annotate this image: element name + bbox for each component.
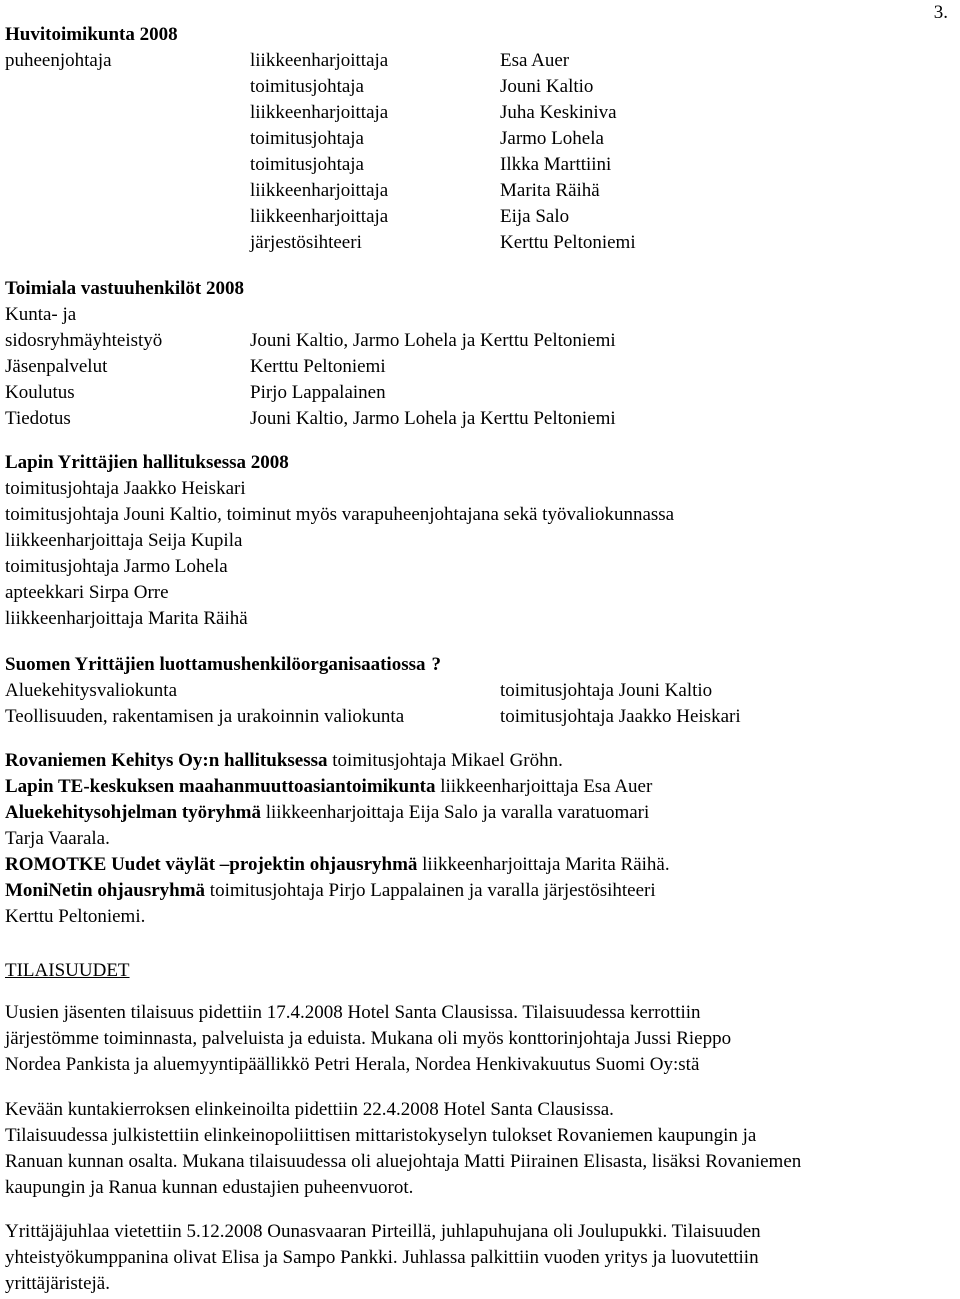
moninet-person: toimitusjohtaja Pirjo Lappalainen ja varalla järjestösihteeri [205,880,656,901]
paragraph-line: Kevään kuntakierroksen elinkeinoilta pidettiin 22.4.2008 Hotel Santa Clausissa. [5,1099,614,1120]
sector-area: Koulutus [5,382,75,403]
board-title-item: liikkeenharjoittaja [250,180,389,201]
sector-area: Kunta- ja [5,304,77,325]
lapin-board-title: Lapin Yrittäjien hallituksessa 2008 [5,452,289,473]
sector-people: Jouni Kaltio, Jarmo Lohela ja Kerttu Peltoniemi [250,408,616,429]
romotke-line [5,852,670,878]
board-name-item: Eija Salo [500,206,570,227]
board-name-item: Marita Räihä [500,180,600,201]
sector-people: Pirjo Lappalainen [250,382,386,403]
alue-line [5,800,649,826]
lapin-board-member: toimitusjohtaja Jaakko Heiskari [5,478,246,499]
suomen-person: toimitusjohtaja Jouni Kaltio [500,680,713,701]
sector-area: Tiedotus [5,408,71,429]
events-paragraph-3 [5,1219,761,1297]
lapin-board-member: liikkeenharjoittaja Marita Räihä [5,608,248,629]
alue-org: Aluekehitysohjelman työryhmä [5,802,261,823]
board-title-item: liikkeenharjoittaja [250,206,389,227]
suomen-title-line [5,652,441,678]
paragraph-line: kaupungin ja Ranua kunnan edustajien puheenvuorot. [5,1177,414,1198]
lapin-te-line [5,774,652,800]
paragraph-line: yhteistyökumppanina olivat Elisa ja Sampo Pankki. Juhlassa palkittiin vuoden yritys ja luovutettiin [5,1247,759,1268]
sectors-title: Toimiala vastuuhenkilöt 2008 [5,278,244,299]
events-paragraph-2 [5,1097,801,1201]
board-name-item: Juha Keskiniva [500,102,617,123]
suomen-committee: Aluekehitysvaliokunta [5,680,178,701]
paragraph-line: Ranuan kunnan osalta. Mukana tilaisuudessa oli aluejohtaja Matti Piirainen Elisasta, lisäksi Rovaniemen [5,1151,802,1172]
alue-line-2: Tarja Vaarala. [5,828,110,849]
sectors-people-column [250,328,616,432]
suomen-committees-column [5,678,404,730]
board-names-column [500,48,636,256]
board-name-item: Ilkka Marttiini [500,154,612,175]
board-name-item: Jarmo Lohela [500,128,604,149]
sector-people: Jouni Kaltio, Jarmo Lohela ja Kerttu Peltoniemi [250,330,616,351]
paragraph-line: yrittäjäristejä. [5,1273,110,1294]
board-name-item: Kerttu Peltoniemi [500,232,636,253]
sectors-areas-column [5,302,162,432]
events-title: TILAISUUDET [5,960,130,981]
board-name-item: Jouni Kaltio [500,76,594,97]
lapin-board-members [5,476,674,632]
suomen-title-suffix: ? [431,654,441,675]
board-title-item: liikkeenharjoittaja [250,102,389,123]
suomen-person: toimitusjohtaja Jaakko Heiskari [500,706,741,727]
lapin-board-member: toimitusjohtaja Jarmo Lohela [5,556,228,577]
suomen-committee: Teollisuuden, rakentamisen ja urakoinnin valiokunta [5,706,405,727]
board-title-item: toimitusjohtaja [250,128,364,149]
board-title-item: järjestösihteeri [250,232,362,253]
paragraph-line: Tilaisuudessa julkistettiin elinkeinopoliittisen mittaristokyselyn tulokset Rovaniemen kaupungin ja [5,1125,757,1146]
board-title-item: toimitusjohtaja [250,76,364,97]
suomen-title: Suomen Yrittäjien luottamushenkilöorganisaatiossa [5,654,426,675]
paragraph-line: Yrittäjäjuhlaa vietettiin 5.12.2008 Ounasvaaran Pirteillä, juhlapuhujana oli Joulupukki. Tilaisuuden [5,1221,761,1242]
paragraph-line: järjestömme toiminnasta, palveluista ja eduista. Mukana oli myös konttorinjohtaja Jussi Rieppo [5,1028,732,1049]
moninet-org: MoniNetin ohjausryhmä [5,880,206,901]
moninet-line [5,878,656,904]
board-name-item: Esa Auer [500,50,570,71]
events-paragraph-1 [5,1000,731,1078]
page-number: 3. [933,2,948,23]
romotke-org: ROMOTKE Uudet väylät –projektin ohjausryhmä [5,854,418,875]
sector-people: Kerttu Peltoniemi [250,356,386,377]
sector-area: Jäsenpalvelut [5,356,108,377]
board-title-item: liikkeenharjoittaja [250,50,389,71]
board-titles-column [250,48,388,256]
lapin-board-member: toimitusjohtaja Jouni Kaltio, toiminut myös varapuheenjohtajana sekä työvaliokunnassa [5,504,675,525]
chair-role: puheenjohtaja [5,50,112,71]
sector-area: sidosryhmäyhteistyö [5,330,163,351]
board-title-item: toimitusjohtaja [250,154,364,175]
rovaniemi-line [5,748,563,774]
rovaniemi-org: Rovaniemen Kehitys Oy:n hallituksessa [5,750,328,771]
lapin-board-member: apteekkari Sirpa Orre [5,582,169,603]
suomen-persons-column [500,678,741,730]
alue-person: liikkeenharjoittaja Eija Salo ja varalla varatuomari [260,802,650,823]
moninet-line-2: Kerttu Peltoniemi. [5,906,146,927]
lapin-board-member: liikkeenharjoittaja Seija Kupila [5,530,243,551]
paragraph-line: Nordea Pankista ja aluemyyntipäällikkö Petri Herala, Nordea Henkivakuutus Suomi Oy:stä [5,1054,700,1075]
lapin-te-person: liikkeenharjoittaja Esa Auer [435,776,653,797]
board-title: Huvitoimikunta 2008 [5,24,178,45]
rovaniemi-person: toimitusjohtaja Mikael Gröhn. [327,750,563,771]
romotke-person: liikkeenharjoittaja Marita Räihä. [417,854,670,875]
paragraph-line: Uusien jäsenten tilaisuus pidettiin 17.4.2008 Hotel Santa Clausissa. Tilaisuudessa kerrottiin [5,1002,701,1023]
lapin-te-org: Lapin TE-keskuksen maahanmuuttoasiantoimikunta [5,776,436,797]
